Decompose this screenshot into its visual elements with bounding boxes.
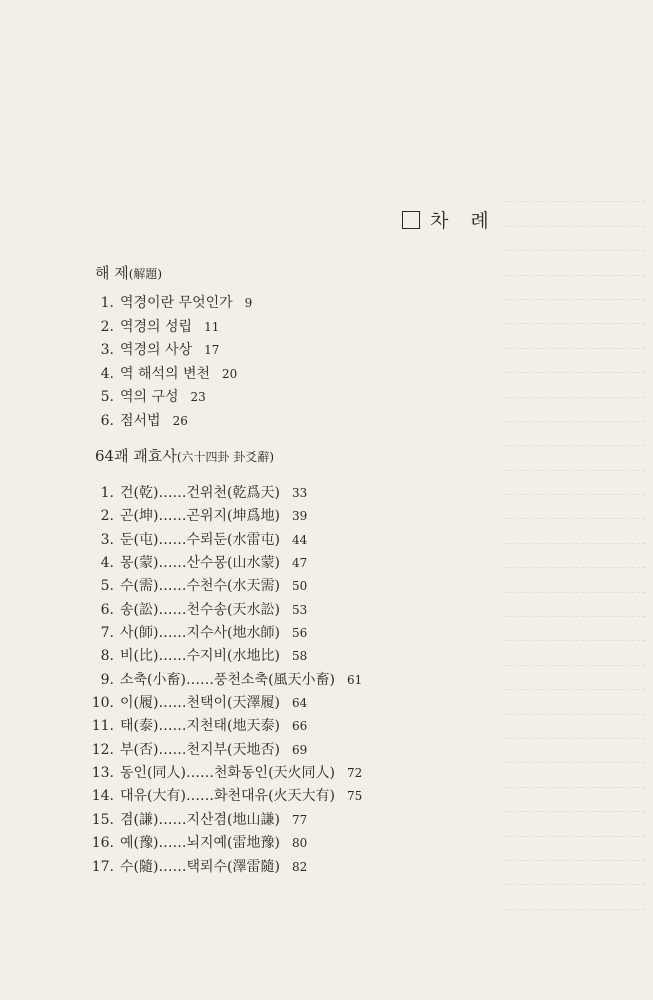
item-number: 2. bbox=[100, 508, 114, 525]
list-item[interactable] bbox=[88, 762, 362, 785]
item-page: 23 bbox=[190, 390, 206, 404]
item-number: 2. bbox=[100, 318, 114, 335]
item-title: 이(履)……천택이(天澤履) bbox=[120, 695, 280, 712]
list-item[interactable] bbox=[88, 316, 252, 340]
item-page: 72 bbox=[347, 766, 363, 781]
list-item[interactable] bbox=[88, 692, 362, 715]
list-item[interactable] bbox=[88, 505, 362, 528]
item-title: 겸(謙)……지산겸(地山謙) bbox=[120, 811, 280, 828]
section-title-haeje bbox=[95, 262, 162, 283]
item-number: 17. bbox=[91, 858, 114, 875]
show-through-text bbox=[505, 178, 645, 878]
toc-heading-label: 차 례 bbox=[430, 210, 497, 232]
section-title-subtitle: (解題) bbox=[128, 267, 163, 281]
item-page: 58 bbox=[291, 649, 308, 664]
item-title: 몽(蒙)……산수몽(山水蒙) bbox=[120, 555, 280, 572]
item-page: 9 bbox=[244, 296, 253, 310]
list-item[interactable] bbox=[88, 292, 252, 316]
list-item[interactable] bbox=[88, 669, 362, 692]
item-page: 69 bbox=[291, 742, 308, 757]
item-number: 5. bbox=[100, 578, 114, 595]
item-page: 11 bbox=[204, 319, 220, 334]
item-page: 50 bbox=[291, 579, 308, 594]
item-page: 77 bbox=[291, 812, 308, 827]
item-number: 9. bbox=[100, 671, 114, 688]
item-number: 6. bbox=[100, 412, 114, 429]
item-number: 8. bbox=[100, 648, 114, 665]
item-page: 39 bbox=[291, 509, 308, 524]
list-item[interactable] bbox=[88, 645, 362, 668]
intro-list bbox=[88, 292, 252, 433]
list-item[interactable] bbox=[88, 339, 252, 363]
list-item[interactable] bbox=[88, 529, 362, 552]
item-title: 역의 구성 bbox=[120, 389, 179, 405]
item-title: 건(乾)……건위천(乾爲天) bbox=[120, 485, 280, 501]
item-number: 12. bbox=[91, 741, 114, 758]
item-number: 7. bbox=[100, 625, 114, 642]
item-page: 56 bbox=[291, 626, 308, 641]
list-item[interactable] bbox=[88, 410, 252, 434]
list-item[interactable] bbox=[88, 363, 252, 387]
item-title: 송(訟)……천수송(天水訟) bbox=[120, 601, 280, 618]
item-title: 동인(同人)……천화동인(天火同人) bbox=[120, 765, 335, 782]
item-title: 수(隨)……택뢰수(澤雷隨) bbox=[120, 858, 280, 875]
item-title: 역 해석의 변천 bbox=[120, 365, 211, 382]
item-page: 33 bbox=[291, 486, 308, 500]
item-title: 역경이란 무엇인가 bbox=[120, 295, 233, 311]
list-item[interactable] bbox=[88, 622, 362, 645]
item-number: 1. bbox=[100, 295, 114, 311]
item-number: 11. bbox=[91, 718, 114, 735]
item-page: 17 bbox=[204, 343, 220, 357]
section-title-subtitle: (六十四卦 卦爻辭) bbox=[176, 450, 275, 464]
item-page: 26 bbox=[172, 413, 188, 428]
item-page: 64 bbox=[291, 696, 308, 711]
square-box-icon bbox=[402, 211, 420, 229]
list-item[interactable] bbox=[88, 575, 362, 598]
item-title: 대유(大有)……화천대유(火天大有) bbox=[120, 788, 335, 805]
list-item[interactable] bbox=[88, 715, 362, 738]
list-item[interactable] bbox=[88, 599, 362, 622]
item-title: 태(泰)……지천태(地天泰) bbox=[120, 718, 280, 735]
list-item[interactable] bbox=[88, 482, 362, 505]
item-number: 4. bbox=[100, 365, 114, 382]
item-page: 20 bbox=[222, 366, 238, 381]
item-title: 부(否)……천지부(天地否) bbox=[120, 741, 280, 758]
item-number: 13. bbox=[91, 765, 114, 782]
list-item[interactable] bbox=[88, 739, 362, 762]
item-page: 47 bbox=[291, 556, 308, 571]
item-number: 1. bbox=[100, 485, 114, 501]
item-page: 75 bbox=[347, 789, 363, 804]
item-number: 16. bbox=[91, 835, 114, 852]
item-number: 3. bbox=[100, 342, 114, 358]
item-page: 53 bbox=[291, 602, 308, 617]
item-title: 예(豫)……뇌지예(雷地豫) bbox=[120, 835, 280, 852]
item-number: 5. bbox=[100, 389, 114, 405]
list-item[interactable] bbox=[88, 552, 362, 575]
list-item[interactable] bbox=[88, 809, 362, 832]
section-title-64gwae bbox=[95, 445, 274, 466]
list-item[interactable] bbox=[88, 856, 362, 879]
item-title: 역경의 사상 bbox=[120, 342, 193, 358]
list-item[interactable] bbox=[88, 832, 362, 855]
item-title: 곤(坤)……곤위지(坤爲地) bbox=[120, 508, 280, 525]
item-title: 점서법 bbox=[120, 412, 161, 429]
item-title: 둔(屯)……수뢰둔(水雷屯) bbox=[120, 531, 280, 548]
item-page: 61 bbox=[347, 672, 363, 687]
item-number: 15. bbox=[91, 811, 114, 828]
item-title: 소축(小畜)……풍천소축(風天小畜) bbox=[120, 671, 335, 688]
item-page: 80 bbox=[291, 836, 308, 851]
item-number: 6. bbox=[100, 601, 114, 618]
item-title: 수(需)……수천수(水天需) bbox=[120, 578, 280, 595]
item-number: 10. bbox=[91, 695, 114, 712]
item-page: 66 bbox=[291, 719, 308, 734]
list-item[interactable] bbox=[88, 785, 362, 808]
item-title: 역경의 성립 bbox=[120, 318, 193, 335]
item-title: 비(比)……수지비(水地比) bbox=[120, 648, 280, 665]
hexagram-list bbox=[88, 482, 362, 879]
item-title: 사(師)……지수사(地水師) bbox=[120, 625, 280, 642]
item-page: 82 bbox=[291, 859, 308, 874]
section-title-text: 64괘 괘효사 bbox=[95, 447, 177, 465]
toc-heading bbox=[402, 206, 497, 233]
item-number: 4. bbox=[100, 555, 114, 572]
item-number: 14. bbox=[91, 788, 114, 805]
item-page: 44 bbox=[291, 532, 308, 547]
list-item[interactable] bbox=[88, 386, 252, 410]
section-title-text: 해 제 bbox=[95, 264, 129, 282]
item-number: 3. bbox=[100, 531, 114, 548]
